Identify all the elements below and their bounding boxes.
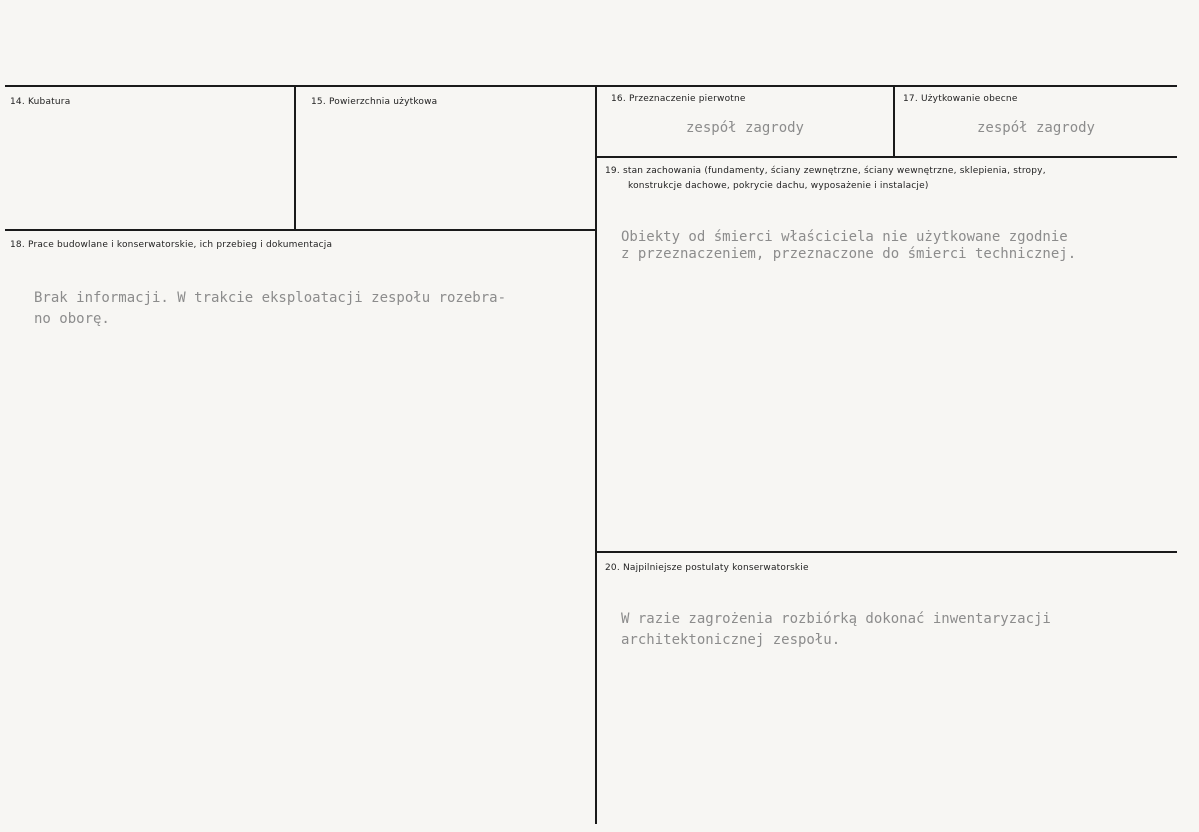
field-17-label: 17. Użytkowanie obecne xyxy=(903,94,1018,104)
field-15-label: 15. Powierzchnia użytkowa xyxy=(311,97,438,107)
field-19-line-2: z przeznaczeniem, przeznaczone do śmierci technicznej. xyxy=(621,246,1077,262)
divider-14-15 xyxy=(294,87,296,230)
field-18-line-2: no oborę. xyxy=(34,311,110,327)
field-19-label-line-2: konstrukcje dachowe, pokrycie dachu, wyposażenie i instalacje) xyxy=(628,181,929,191)
rule-16-17-bottom xyxy=(597,156,1177,158)
field-16-label: 16. Przeznaczenie pierwotne xyxy=(611,94,746,104)
field-14-label: 14. Kubatura xyxy=(10,97,71,107)
field-18-line-1: Brak informacji. W trakcie eksploatacji zespołu rozebra- xyxy=(34,290,507,306)
center-column-divider xyxy=(595,87,597,824)
field-16-value: zespół zagrody xyxy=(685,120,804,136)
rule-19-bottom xyxy=(597,551,1177,553)
field-18-label: 18. Prace budowlane i konserwatorskie, ich przebieg i dokumentacja xyxy=(10,240,333,250)
field-20-label: 20. Najpilniejsze postulaty konserwatorskie xyxy=(605,563,809,573)
top-rule xyxy=(5,85,1177,87)
field-19-label-line-1: 19. stan zachowania (fundamenty, ściany zewnętrzne, ściany wewnętrzne, sklepienia, stropy, xyxy=(605,166,1046,176)
field-19-line-1: Obiekty od śmierci właściciela nie użytkowane zgodnie xyxy=(621,229,1068,245)
field-17-value: zespół zagrody xyxy=(976,120,1095,136)
rule-14-15-bottom xyxy=(5,229,595,231)
field-20-line-2: architektonicznej zespołu. xyxy=(621,632,841,648)
field-20-line-1: W razie zagrożenia rozbiórką dokonać inwentaryzacji xyxy=(621,611,1051,627)
